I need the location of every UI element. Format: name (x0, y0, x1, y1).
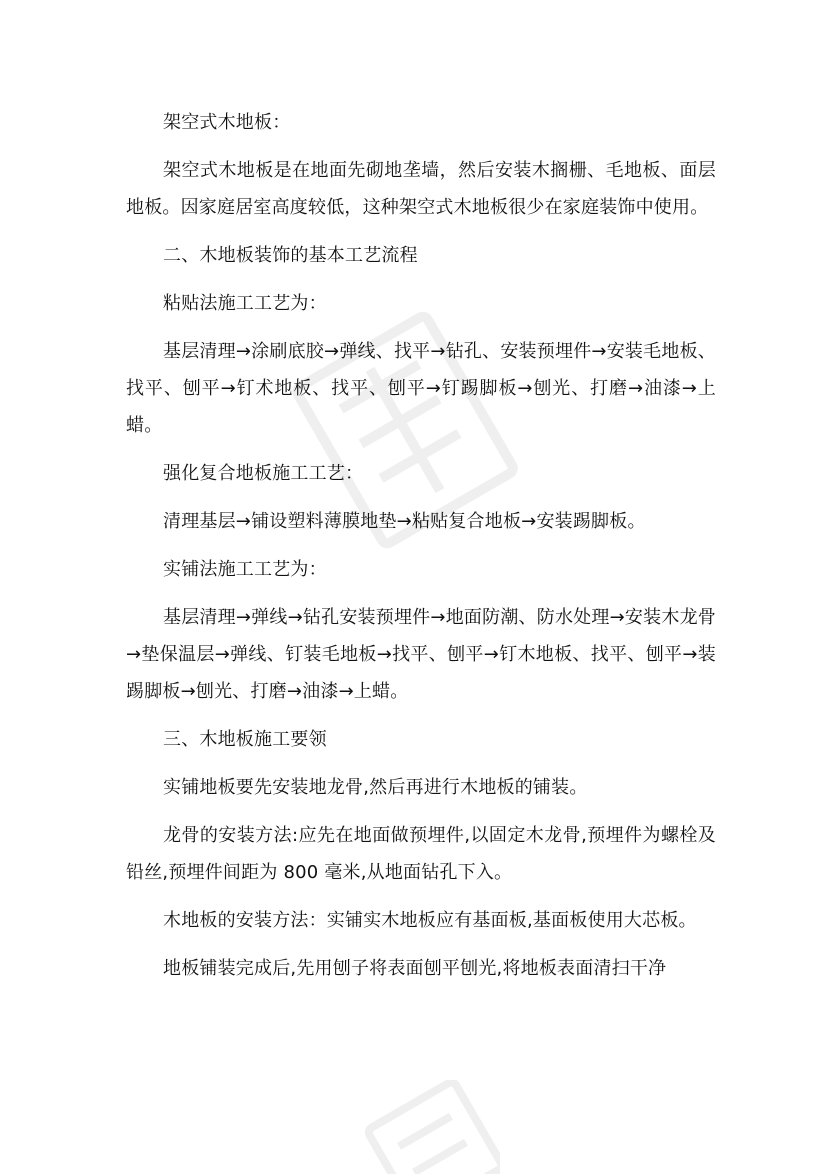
paragraph-adhesive-steps: 基层清理→涂刷底胶→弹线、找平→钻孔、安装预埋件→安装毛地板、找平、刨平→钉术地板、找平、刨平→钉踢脚板→刨光、打磨→油漆→上蜡。 (126, 341, 716, 436)
document-body (126, 104, 716, 987)
paragraph-elevated-floor-description: 架空式木地板是在地面先砌地垄墙，然后安装木搁栅、毛地板、面层地板。因家庭居室高度较低，这种架空式木地板很少在家庭装饰中使用。 (126, 160, 716, 218)
paragraph-heading-elevated-floor: 架空式木地板： (163, 112, 291, 133)
paragraph-keel-first: 实铺地板要先安装地龙骨,然后再进行木地板的铺装。 (163, 777, 588, 798)
paragraph-floor-installation: 木地板的安装方法：实铺实木地板应有基面板,基面板使用大芯板。 (163, 910, 697, 931)
paragraph-keel-installation: 龙骨的安装方法:应先在地面做预埋件,以固定木龙骨,预埋件为螺栓及铅丝,预埋件间距为 800 毫米,从地面钻孔下入。 (126, 825, 716, 883)
section-heading-key-points: 三、木地板施工要领 (163, 729, 327, 750)
paragraph-laminate-steps: 清理基层→铺设塑料薄膜地垫→粘贴复合地板→安装踢脚板。 (163, 511, 646, 532)
section-heading-process: 二、木地板装饰的基本工艺流程 (163, 245, 418, 266)
watermark-logo-bottom (360, 1080, 500, 1174)
paragraph-finishing: 地板铺装完成后,先用刨子将表面刨平刨光,将地板表面清扫干净 (163, 958, 667, 979)
paragraph-heading-solid-method: 实铺法施工工艺为： (163, 559, 327, 580)
paragraph-heading-laminate: 强化复合地板施工工艺： (163, 463, 364, 484)
paragraph-solid-steps: 基层清理→弹线→钻孔安装预埋件→地面防潮、防水处理→安装木龙骨→垫保温层→弹线、钉装毛地板→找平、刨平→钉木地板、找平、刨平→装踢脚板→刨光、打磨→油漆→上蜡。 (126, 607, 716, 702)
paragraph-heading-adhesive-method: 粘贴法施工工艺为： (163, 293, 327, 314)
